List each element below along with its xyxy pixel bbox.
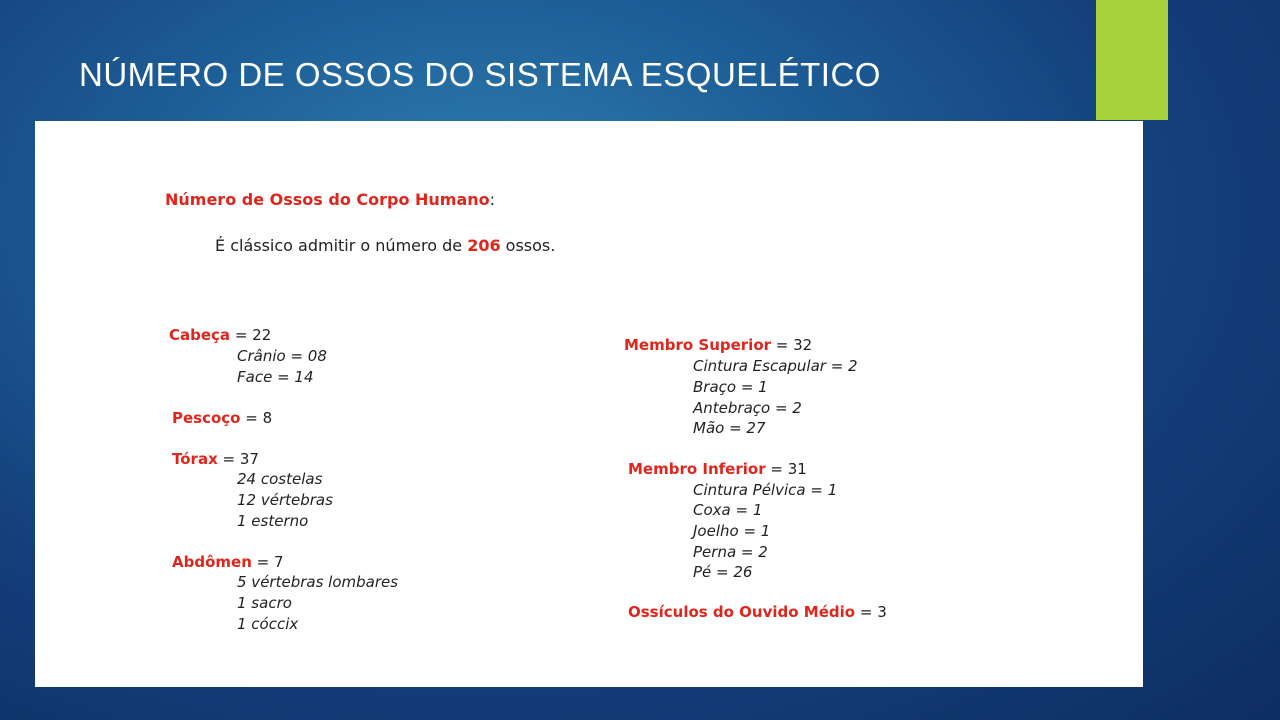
group-item: Face = 14 xyxy=(237,368,314,386)
group-item: Cintura Pélvica = 1 xyxy=(693,481,838,499)
group-item: Crânio = 08 xyxy=(237,347,327,365)
group-item: 1 cóccix xyxy=(237,615,299,633)
group-item: Cintura Escapular = 2 xyxy=(693,357,858,375)
group-name: Cabeça xyxy=(169,326,231,344)
group-item: Braço = 1 xyxy=(693,378,768,396)
group-item: Pé = 26 xyxy=(693,563,753,581)
intro-suffix: ossos. xyxy=(500,236,556,255)
group-item: Joelho = 1 xyxy=(693,522,771,540)
group-item: 12 vértebras xyxy=(237,491,333,509)
content-image-panel xyxy=(35,121,1143,687)
group-total: = 8 xyxy=(240,409,273,427)
group-item: Mão = 27 xyxy=(693,419,766,437)
group-name: Pescoço xyxy=(172,409,241,427)
group-item: Coxa = 1 xyxy=(693,501,763,519)
group-item: 24 costelas xyxy=(237,470,323,488)
accent-bar xyxy=(1096,0,1168,120)
group-item: 1 sacro xyxy=(237,594,292,612)
heading-colon: : xyxy=(489,190,496,209)
group-membro-inferior xyxy=(628,460,807,478)
group-abdomen xyxy=(172,553,284,571)
group-total: = 31 xyxy=(765,460,807,478)
group-pescoco xyxy=(172,409,272,427)
group-name: Membro Inferior xyxy=(628,460,766,478)
group-name: Abdômen xyxy=(172,553,252,571)
slide-title: NÚMERO DE OSSOS DO SISTEMA ESQUELÉTICO xyxy=(79,56,881,93)
content-heading xyxy=(165,191,495,209)
intro-number: 206 xyxy=(467,236,501,255)
group-item: Perna = 2 xyxy=(693,543,768,561)
group-total: = 7 xyxy=(251,553,284,571)
group-item: Antebraço = 2 xyxy=(693,399,802,417)
group-name: Ossículos do Ouvido Médio xyxy=(628,603,856,621)
intro-prefix: É clássico admitir o número de xyxy=(215,236,468,255)
group-total: = 37 xyxy=(217,450,259,468)
group-cabeca xyxy=(169,326,271,344)
group-total: = 3 xyxy=(855,603,887,621)
intro-line xyxy=(215,237,555,255)
group-total: = 22 xyxy=(230,326,272,344)
group-item: 1 esterno xyxy=(237,512,309,530)
group-total: = 32 xyxy=(771,336,813,354)
heading-text: Número de Ossos do Corpo Humano xyxy=(165,190,490,209)
group-item: 5 vértebras lombares xyxy=(237,573,399,591)
group-membro-superior xyxy=(624,336,812,354)
group-name: Membro Superior xyxy=(624,336,772,354)
group-torax xyxy=(172,450,259,468)
group-name: Tórax xyxy=(172,450,218,468)
group-ossiculos xyxy=(628,603,887,621)
